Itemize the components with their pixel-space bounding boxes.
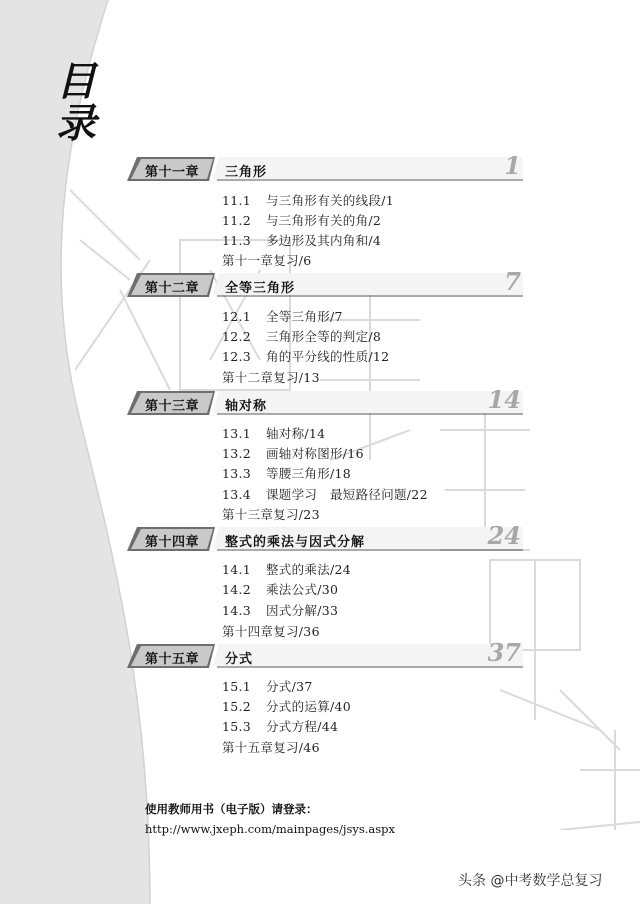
- title-char-2: 录: [56, 101, 96, 147]
- section-number: 11.1: [222, 193, 252, 208]
- chapter-header: [127, 267, 523, 297]
- chapter-page-number: 7: [504, 267, 521, 296]
- section-title: 分式方程/44: [266, 719, 339, 734]
- section-entry: [222, 191, 394, 209]
- section-title: 分式/37: [266, 679, 313, 694]
- login-instruction: 使用教师用书（电子版）请登录：: [145, 802, 318, 816]
- section-number: 13.1: [222, 426, 252, 441]
- section-number: 13.2: [222, 446, 252, 461]
- chapter-title: 轴对称: [225, 399, 268, 414]
- section-title: 课题学习 最短路径问题/22: [266, 487, 428, 502]
- section-entry: [222, 231, 381, 249]
- chapter-title: 整式的乘法与因式分解: [225, 535, 366, 550]
- section-number: 14.2: [222, 582, 252, 597]
- section-title: 乘法公式/30: [266, 582, 339, 597]
- section-number: 12.3: [222, 349, 252, 364]
- chapter-review-entry: 第十三章复习/23: [222, 507, 320, 522]
- chapter-review-entry: 第十一章复习/6: [222, 253, 312, 268]
- chapter-header: [127, 638, 523, 668]
- chapter-header: [127, 385, 523, 415]
- chapter-header: [127, 521, 523, 551]
- section-title: 等腰三角形/18: [266, 466, 352, 481]
- section-entry: [222, 717, 338, 735]
- chapter-page-number: 37: [487, 638, 521, 667]
- chapter-title: 全等三角形: [225, 281, 296, 296]
- chapter-number: 第十三章: [145, 399, 200, 414]
- chapter-review-entry: 第十五章复习/46: [222, 740, 320, 755]
- chapter-review-entry: 第十二章复习/13: [222, 370, 320, 385]
- section-number: 15.1: [222, 679, 252, 694]
- section-number: 13.4: [222, 487, 252, 502]
- section-title: 与三角形有关的线段/1: [266, 193, 394, 208]
- chapter-title: 三角形: [225, 165, 268, 180]
- section-entry: [222, 697, 351, 715]
- section-entry: [222, 580, 338, 598]
- section-entry: [222, 211, 381, 229]
- chapter-header: [127, 151, 523, 181]
- section-title: 全等三角形/7: [266, 309, 343, 324]
- section-number: 13.3: [222, 466, 252, 481]
- section-entry: [222, 327, 381, 345]
- section-entry: [222, 485, 428, 503]
- section-title: 画轴对称图形/16: [266, 446, 364, 461]
- section-title: 角的平分线的性质/12: [266, 349, 390, 364]
- section-entry: [222, 424, 325, 442]
- section-title: 整式的乘法/24: [266, 562, 352, 577]
- chapter-number: 第十一章: [145, 165, 200, 180]
- section-entry: [222, 677, 313, 695]
- section-number: 12.2: [222, 329, 252, 344]
- section-number: 15.2: [222, 699, 252, 714]
- section-number: 11.2: [222, 213, 252, 228]
- section-title: 因式分解/33: [266, 603, 339, 618]
- chapter-number: 第十五章: [145, 652, 200, 667]
- chapter-title: 分式: [225, 652, 254, 667]
- section-entry: [222, 307, 343, 325]
- section-entry: [222, 444, 364, 462]
- section-entry: [222, 464, 351, 482]
- section-entry: [222, 347, 389, 365]
- section-title: 与三角形有关的角/2: [266, 213, 382, 228]
- section-number: 14.1: [222, 562, 252, 577]
- chapter-number: 第十四章: [145, 535, 200, 550]
- chapter-review-entry: 第十四章复习/36: [222, 624, 320, 639]
- chapter-number: 第十二章: [145, 281, 200, 296]
- section-title: 多边形及其内角和/4: [266, 233, 382, 248]
- chapter-page-number: 1: [504, 151, 521, 180]
- section-entry: [222, 601, 338, 619]
- title-char-1: 目: [56, 59, 96, 105]
- section-number: 14.3: [222, 603, 252, 618]
- chapter-page-number: 14: [487, 385, 521, 414]
- credit-label: 头条 @中考数学总复习: [458, 873, 603, 889]
- section-entry: [222, 560, 351, 578]
- section-number: 12.1: [222, 309, 252, 324]
- chapter-page-number: 24: [487, 521, 521, 550]
- section-title: 分式的运算/40: [266, 699, 352, 714]
- section-number: 15.3: [222, 719, 252, 734]
- section-title: 三角形全等的判定/8: [266, 329, 382, 344]
- section-title: 轴对称/14: [266, 426, 326, 441]
- login-url[interactable]: http://www.jxeph.com/mainpages/jsys.aspx: [145, 822, 396, 836]
- section-number: 11.3: [222, 233, 252, 248]
